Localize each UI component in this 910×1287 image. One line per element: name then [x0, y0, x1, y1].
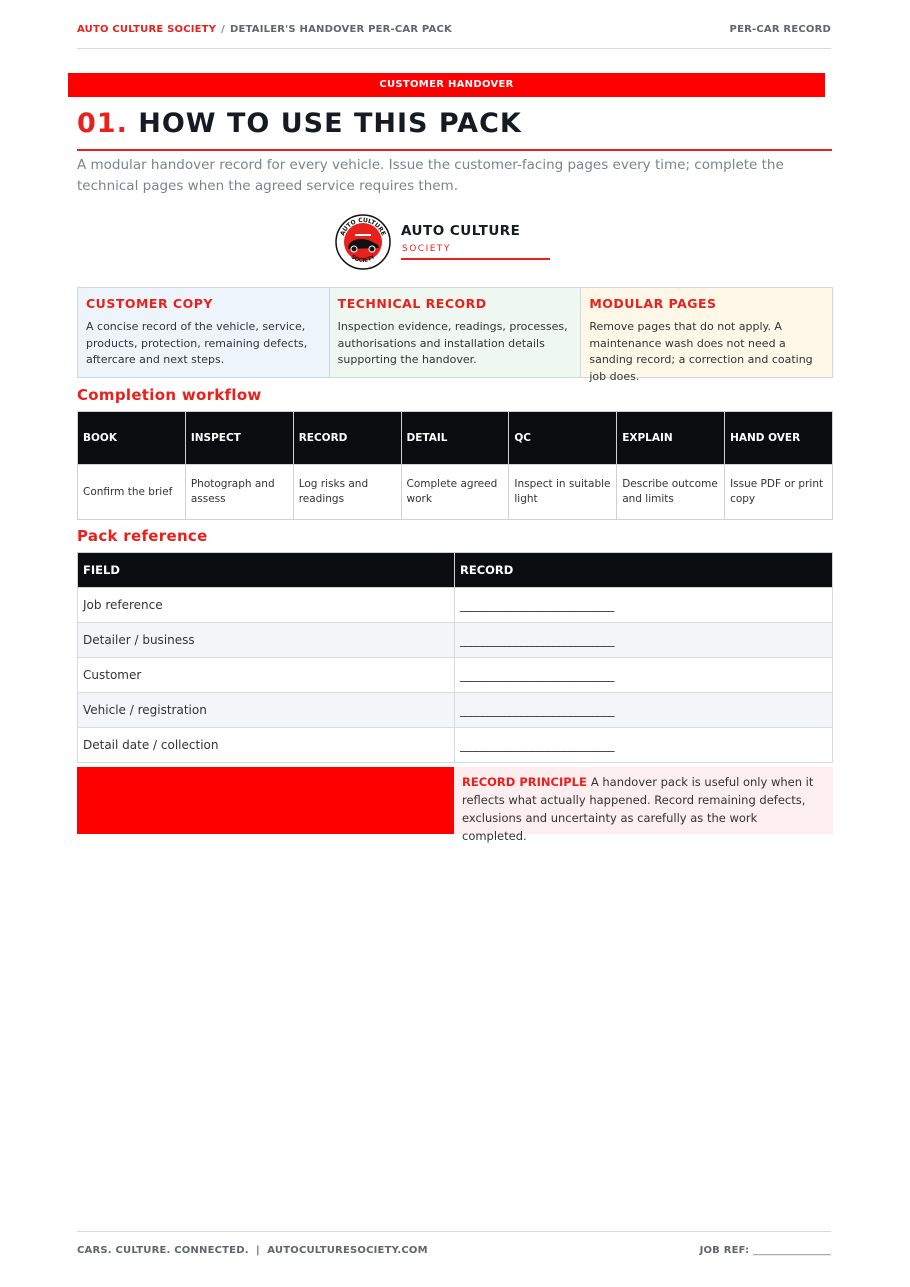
principle-text: A handover pack is useful only when it reflects what actually happened. Record remaining defects, exclusions and uncertainty as carefully as the work completed.	[462, 775, 814, 843]
workflow-table	[77, 411, 833, 520]
header-brand: AUTO CULTURE SOCIETY	[77, 24, 217, 35]
logo-name: AUTO CULTURE	[401, 223, 521, 239]
info-cards	[77, 287, 833, 383]
card-text: Remove pages that do not apply. A maintenance wash does not need a sanding record; a correction and coating job does.	[589, 320, 813, 383]
workflow-step-label: DETAIL	[401, 412, 509, 465]
intro-paragraph: A modular handover record for every vehicle. Issue the customer-facing pages every time; complete the technical pages when the agreed service requires them.	[77, 157, 784, 194]
workflow-heading: Completion workflow	[77, 386, 262, 404]
workflow-step-desc: Issue PDF or print copy	[725, 465, 833, 520]
logo-underline	[401, 258, 550, 260]
reference-header-row	[78, 553, 833, 588]
card-title: CUSTOMER COPY	[86, 296, 213, 311]
table-row	[78, 693, 833, 728]
card-title: MODULAR PAGES	[589, 296, 717, 311]
job-ref-label: JOB REF:	[699, 1245, 750, 1256]
workflow-step-desc: Complete agreed work	[401, 465, 509, 520]
principle-box	[454, 767, 833, 843]
page-header	[77, 24, 831, 49]
workflow-step-label: RECORD	[293, 412, 401, 465]
workflow-step-label: EXPLAIN	[617, 412, 725, 465]
page-footer	[77, 1231, 831, 1256]
job-ref-blank[interactable]: _______________	[753, 1245, 831, 1256]
reference-col-field: FIELD	[78, 553, 455, 588]
workflow-step-label: INSPECT	[185, 412, 293, 465]
workflow-step-label: BOOK	[78, 412, 186, 465]
workflow-desc-row	[78, 465, 833, 520]
header-right-label: PER-CAR RECORD	[729, 24, 831, 35]
reference-record-blank[interactable]: ____________________________	[455, 623, 833, 658]
reference-field: Vehicle / registration	[78, 693, 455, 728]
card-text: Inspection evidence, readings, processes, authorisations and installation details supporting the handover.	[337, 320, 568, 366]
brand-logo	[335, 214, 555, 270]
workflow-header-row	[78, 412, 833, 465]
footer-tagline: CARS. CULTURE. CONNECTED. | AUTOCULTURESOCIETY.COM	[77, 1245, 428, 1256]
table-row	[78, 658, 833, 693]
reference-field: Detail date / collection	[78, 728, 455, 763]
table-row	[78, 623, 833, 658]
workflow-step-label: HAND OVER	[725, 412, 833, 465]
header-separator: /	[221, 24, 226, 35]
reference-record-blank[interactable]: ____________________________	[455, 658, 833, 693]
workflow-step-desc: Confirm the brief	[78, 465, 186, 520]
logo-badge-bottom-text: SOCIETY	[349, 254, 377, 265]
principle-red-block	[77, 767, 454, 834]
workflow-step-desc: Log risks and readings	[293, 465, 401, 520]
reference-heading: Pack reference	[77, 527, 208, 545]
logo-badge-icon	[335, 214, 391, 270]
card-modular-pages	[581, 287, 833, 383]
workflow-step-desc: Photograph and assess	[185, 465, 293, 520]
table-row	[78, 588, 833, 623]
card-text: A concise record of the vehicle, service, products, protection, remaining defects, aftercare and next steps.	[86, 320, 308, 366]
workflow-step-desc: Inspect in suitable light	[509, 465, 617, 520]
reference-table	[77, 552, 833, 763]
title-text: HOW TO USE THIS PACK	[138, 108, 522, 139]
card-title: TECHNICAL RECORD	[337, 296, 487, 311]
reference-field: Job reference	[78, 588, 455, 623]
card-technical-record	[330, 287, 582, 378]
reference-col-record: RECORD	[455, 553, 833, 588]
title-number: 01.	[77, 108, 128, 139]
footer-job-ref	[700, 1245, 831, 1256]
workflow-step-label: QC	[509, 412, 617, 465]
header-left	[77, 24, 452, 48]
reference-record-blank[interactable]: ____________________________	[455, 588, 833, 623]
card-customer-copy	[77, 287, 330, 378]
reference-field: Customer	[78, 658, 455, 693]
section-banner: CUSTOMER HANDOVER	[68, 73, 825, 97]
record-principle	[77, 767, 833, 843]
logo-subtitle: SOCIETY	[402, 244, 451, 254]
workflow-step-desc: Describe outcome and limits	[617, 465, 725, 520]
page-title	[77, 108, 832, 151]
reference-record-blank[interactable]: ____________________________	[455, 728, 833, 763]
table-row	[78, 728, 833, 763]
reference-field: Detailer / business	[78, 623, 455, 658]
principle-label: RECORD PRINCIPLE	[462, 775, 587, 789]
logo-badge-top-text: AUTO CULTURE	[339, 216, 387, 237]
header-doc-name: DETAILER'S HANDOVER PER-CAR PACK	[230, 24, 452, 35]
reference-record-blank[interactable]: ____________________________	[455, 693, 833, 728]
